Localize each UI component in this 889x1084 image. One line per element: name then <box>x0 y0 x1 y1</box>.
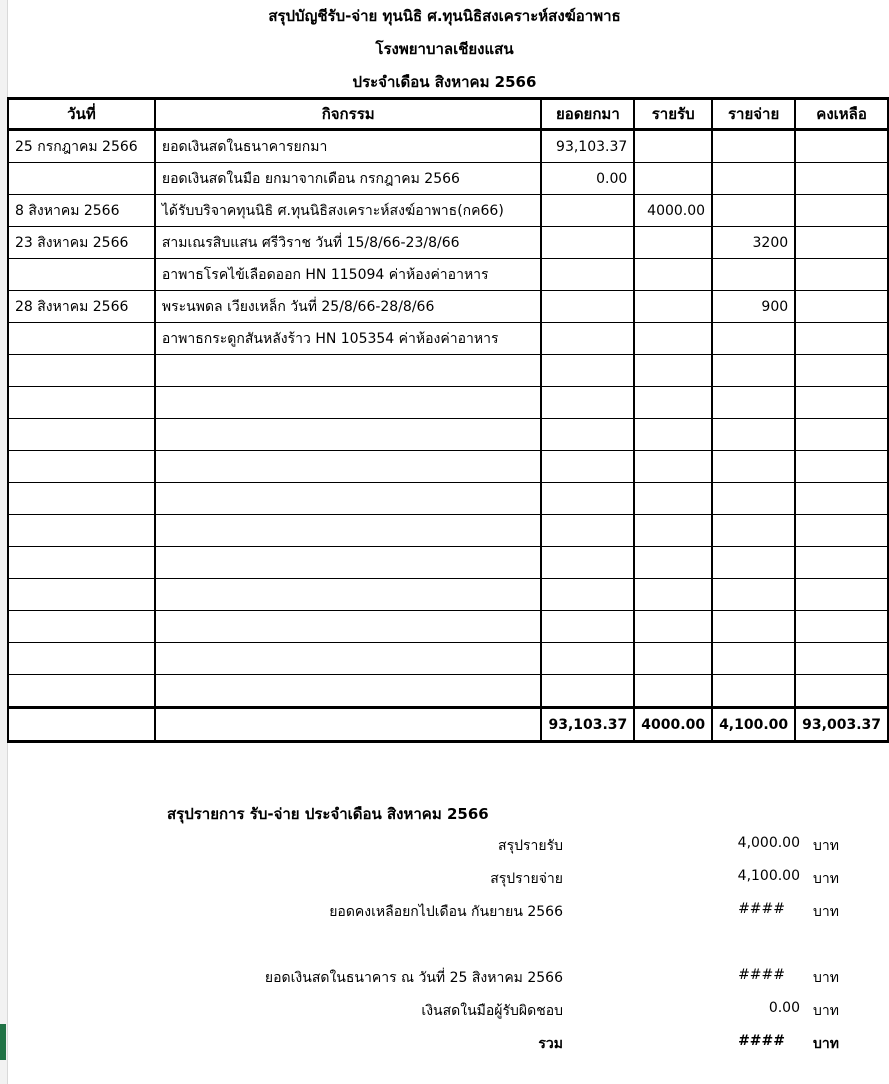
cell-brought-forward[interactable] <box>541 227 634 259</box>
table-row <box>8 195 888 227</box>
cell-brought-forward[interactable] <box>541 483 634 515</box>
cell-expense[interactable] <box>712 259 795 291</box>
cell-expense[interactable]: 3200 <box>712 227 795 259</box>
cell-activity[interactable] <box>155 675 542 708</box>
cell-activity[interactable] <box>155 419 542 451</box>
cell-activity[interactable]: พระนพดล เวียงเหล็ก วันที่ 25/8/66-28/8/66 <box>155 291 542 323</box>
report-period: ประจำเดือน สิงหาคม 2566 <box>352 73 537 91</box>
cell-income[interactable] <box>634 483 712 515</box>
cell-balance[interactable] <box>795 675 888 708</box>
cell-date[interactable]: 28 สิงหาคม 2566 <box>8 291 155 323</box>
cell-brought-forward[interactable] <box>541 419 634 451</box>
table-row <box>8 130 888 163</box>
cell-brought-forward[interactable] <box>541 675 634 708</box>
cell-expense[interactable] <box>712 163 795 195</box>
ledger-table <box>7 97 889 743</box>
cell-income[interactable] <box>634 387 712 419</box>
summary-income-label: สรุปรายรับ <box>498 838 563 854</box>
summary-expense-value[interactable]: 4,100.00 <box>737 868 800 884</box>
summary-carry-forward-value[interactable]: #### <box>738 901 785 917</box>
summary-expense-label: สรุปรายจ่าย <box>490 871 563 887</box>
ledger-header-row <box>8 99 888 130</box>
cell-income[interactable] <box>634 611 712 643</box>
cell-date[interactable] <box>8 451 155 483</box>
table-row <box>8 483 888 515</box>
total-income[interactable]: 4000.00 <box>634 708 712 742</box>
cell-expense[interactable] <box>712 611 795 643</box>
cell-activity[interactable] <box>155 643 542 675</box>
total-activity-cell[interactable] <box>155 708 542 742</box>
summary-total-label: รวม <box>538 1036 563 1052</box>
cell-date[interactable] <box>8 419 155 451</box>
cell-brought-forward[interactable] <box>541 323 634 355</box>
summary-income-value[interactable]: 4,000.00 <box>737 835 800 851</box>
cell-balance[interactable] <box>795 419 888 451</box>
cell-balance[interactable] <box>795 579 888 611</box>
cell-date[interactable] <box>8 611 155 643</box>
cell-brought-forward[interactable] <box>541 387 634 419</box>
table-row <box>8 291 888 323</box>
cell-date[interactable]: 23 สิงหาคม 2566 <box>8 227 155 259</box>
summary-bank-cash-label: ยอดเงินสดในธนาคาร ณ วันที่ 25 สิงหาคม 2566 <box>264 970 563 986</box>
total-balance[interactable]: 93,003.37 <box>795 708 888 742</box>
cell-expense[interactable]: 900 <box>712 291 795 323</box>
hospital-name: โรงพยาบาลเชียงแสน <box>375 40 514 58</box>
cell-activity[interactable] <box>155 387 542 419</box>
cell-balance[interactable] <box>795 130 888 163</box>
cell-activity[interactable]: อาพาธโรคไข้เลือดออก HN 115094 ค่าห้องค่าอาหาร <box>155 259 542 291</box>
cell-expense[interactable] <box>712 643 795 675</box>
cell-date[interactable] <box>8 355 155 387</box>
cell-income[interactable] <box>634 227 712 259</box>
cell-balance[interactable] <box>795 323 888 355</box>
cell-income[interactable]: 4000.00 <box>634 195 712 227</box>
cell-activity[interactable] <box>155 515 542 547</box>
cell-expense[interactable] <box>712 419 795 451</box>
total-date-cell[interactable] <box>8 708 155 742</box>
cell-brought-forward[interactable] <box>541 291 634 323</box>
cell-brought-forward[interactable]: 0.00 <box>541 163 634 195</box>
cell-income[interactable] <box>634 130 712 163</box>
table-row <box>8 355 888 387</box>
cell-date[interactable] <box>8 163 155 195</box>
cell-date[interactable] <box>8 579 155 611</box>
header-date[interactable]: วันที่ <box>8 99 155 130</box>
header-expense[interactable]: รายจ่าย <box>712 99 795 130</box>
cell-brought-forward[interactable]: 93,103.37 <box>541 130 634 163</box>
cell-activity[interactable]: ได้รับบริจาคทุนนิธิ ศ.ทุนนิธิสงเคราะห์สงฆ์อาพาธ(กค66) <box>155 195 542 227</box>
table-row <box>8 579 888 611</box>
cell-brought-forward[interactable] <box>541 547 634 579</box>
totals-row <box>8 708 888 742</box>
table-row <box>8 419 888 451</box>
table-row <box>8 451 888 483</box>
cell-expense[interactable] <box>712 451 795 483</box>
cell-date[interactable] <box>8 259 155 291</box>
cell-balance[interactable] <box>795 355 888 387</box>
summary-carry-forward-unit: บาท <box>813 904 839 920</box>
cell-date[interactable] <box>8 675 155 708</box>
cell-income[interactable] <box>634 163 712 195</box>
cell-balance[interactable] <box>795 227 888 259</box>
cell-income[interactable] <box>634 515 712 547</box>
cell-expense[interactable] <box>712 515 795 547</box>
cell-balance[interactable] <box>795 451 888 483</box>
cell-brought-forward[interactable] <box>541 643 634 675</box>
cell-expense[interactable] <box>712 387 795 419</box>
cell-activity[interactable] <box>155 451 542 483</box>
cell-activity[interactable] <box>155 355 542 387</box>
cell-brought-forward[interactable] <box>541 611 634 643</box>
selection-marker <box>0 1024 6 1060</box>
total-expense[interactable]: 4,100.00 <box>712 708 795 742</box>
summary-income-unit: บาท <box>813 838 839 854</box>
cell-activity[interactable] <box>155 483 542 515</box>
cell-date[interactable]: 25 กรกฎาคม 2566 <box>8 130 155 163</box>
cell-expense[interactable] <box>712 483 795 515</box>
cell-date[interactable] <box>8 387 155 419</box>
cell-brought-forward[interactable] <box>541 195 634 227</box>
cell-brought-forward[interactable] <box>541 451 634 483</box>
table-row <box>8 323 888 355</box>
cell-expense[interactable] <box>712 323 795 355</box>
cell-brought-forward[interactable] <box>541 579 634 611</box>
cell-activity[interactable] <box>155 611 542 643</box>
cell-income[interactable] <box>634 355 712 387</box>
cell-date[interactable] <box>8 323 155 355</box>
header-brought-forward[interactable]: ยอดยกมา <box>541 99 634 130</box>
cell-income[interactable] <box>634 259 712 291</box>
report-title: สรุปบัญชีรับ-จ่าย ทุนนิธิ ศ.ทุนนิธิสงเคราะห์สงฆ์อาพาธ <box>268 7 621 25</box>
summary-bank-cash-unit: บาท <box>813 970 839 986</box>
table-row <box>8 675 888 708</box>
cell-expense[interactable] <box>712 547 795 579</box>
header-balance[interactable]: คงเหลือ <box>795 99 888 130</box>
cell-income[interactable] <box>634 579 712 611</box>
summary-total-value[interactable]: #### <box>738 1033 785 1049</box>
total-brought-forward[interactable]: 93,103.37 <box>541 708 634 742</box>
cell-income[interactable] <box>634 291 712 323</box>
summary-hand-cash-label: เงินสดในมือผู้รับผิดชอบ <box>421 1003 563 1019</box>
summary-bank-cash-value[interactable]: #### <box>738 967 785 983</box>
table-row <box>8 611 888 643</box>
cell-brought-forward[interactable] <box>541 259 634 291</box>
table-row <box>8 547 888 579</box>
cell-balance[interactable] <box>795 195 888 227</box>
summary-total-unit: บาท <box>813 1036 839 1052</box>
cell-balance[interactable] <box>795 547 888 579</box>
cell-balance[interactable] <box>795 643 888 675</box>
table-row <box>8 387 888 419</box>
cell-activity[interactable]: สามเณรสิบแสน ศรีวิราช วันที่ 15/8/66-23/8/66 <box>155 227 542 259</box>
table-row <box>8 515 888 547</box>
cell-balance[interactable] <box>795 483 888 515</box>
cell-expense[interactable] <box>712 579 795 611</box>
cell-brought-forward[interactable] <box>541 515 634 547</box>
cell-income[interactable] <box>634 419 712 451</box>
cell-income[interactable] <box>634 451 712 483</box>
cell-balance[interactable] <box>795 515 888 547</box>
cell-balance[interactable] <box>795 163 888 195</box>
cell-brought-forward[interactable] <box>541 355 634 387</box>
table-row <box>8 259 888 291</box>
summary-expense-unit: บาท <box>813 871 839 887</box>
cell-income[interactable] <box>634 675 712 708</box>
header-income[interactable]: รายรับ <box>634 99 712 130</box>
cell-expense[interactable] <box>712 675 795 708</box>
cell-date[interactable]: 8 สิงหาคม 2566 <box>8 195 155 227</box>
cell-balance[interactable] <box>795 291 888 323</box>
cell-expense[interactable] <box>712 195 795 227</box>
summary-hand-cash-value[interactable]: 0.00 <box>768 1000 800 1016</box>
cell-expense[interactable] <box>712 130 795 163</box>
cell-expense[interactable] <box>712 355 795 387</box>
header-activity[interactable]: กิจกรรม <box>155 99 542 130</box>
cell-income[interactable] <box>634 547 712 579</box>
cell-date[interactable] <box>8 547 155 579</box>
table-row <box>8 163 888 195</box>
summary-carry-forward-label: ยอดคงเหลือยกไปเดือน กันยายน 2566 <box>329 904 563 920</box>
cell-activity[interactable] <box>155 579 542 611</box>
cell-date[interactable] <box>8 643 155 675</box>
summary-title: สรุปรายการ รับ-จ่าย ประจำเดือน สิงหาคม 2566 <box>167 805 489 823</box>
cell-activity[interactable]: ยอดเงินสดในมือ ยกมาจากเดือน กรกฎาคม 2566 <box>155 163 542 195</box>
cell-balance[interactable] <box>795 387 888 419</box>
cell-date[interactable] <box>8 483 155 515</box>
table-row <box>8 227 888 259</box>
table-row <box>8 643 888 675</box>
cell-activity[interactable]: อาพาธกระดูกสันหลังร้าว HN 105354 ค่าห้องค่าอาหาร <box>155 323 542 355</box>
cell-income[interactable] <box>634 323 712 355</box>
cell-balance[interactable] <box>795 611 888 643</box>
summary-hand-cash-unit: บาท <box>813 1003 839 1019</box>
cell-income[interactable] <box>634 643 712 675</box>
cell-activity[interactable] <box>155 547 542 579</box>
cell-date[interactable] <box>8 515 155 547</box>
cell-balance[interactable] <box>795 259 888 291</box>
cell-activity[interactable]: ยอดเงินสดในธนาคารยกมา <box>155 130 542 163</box>
